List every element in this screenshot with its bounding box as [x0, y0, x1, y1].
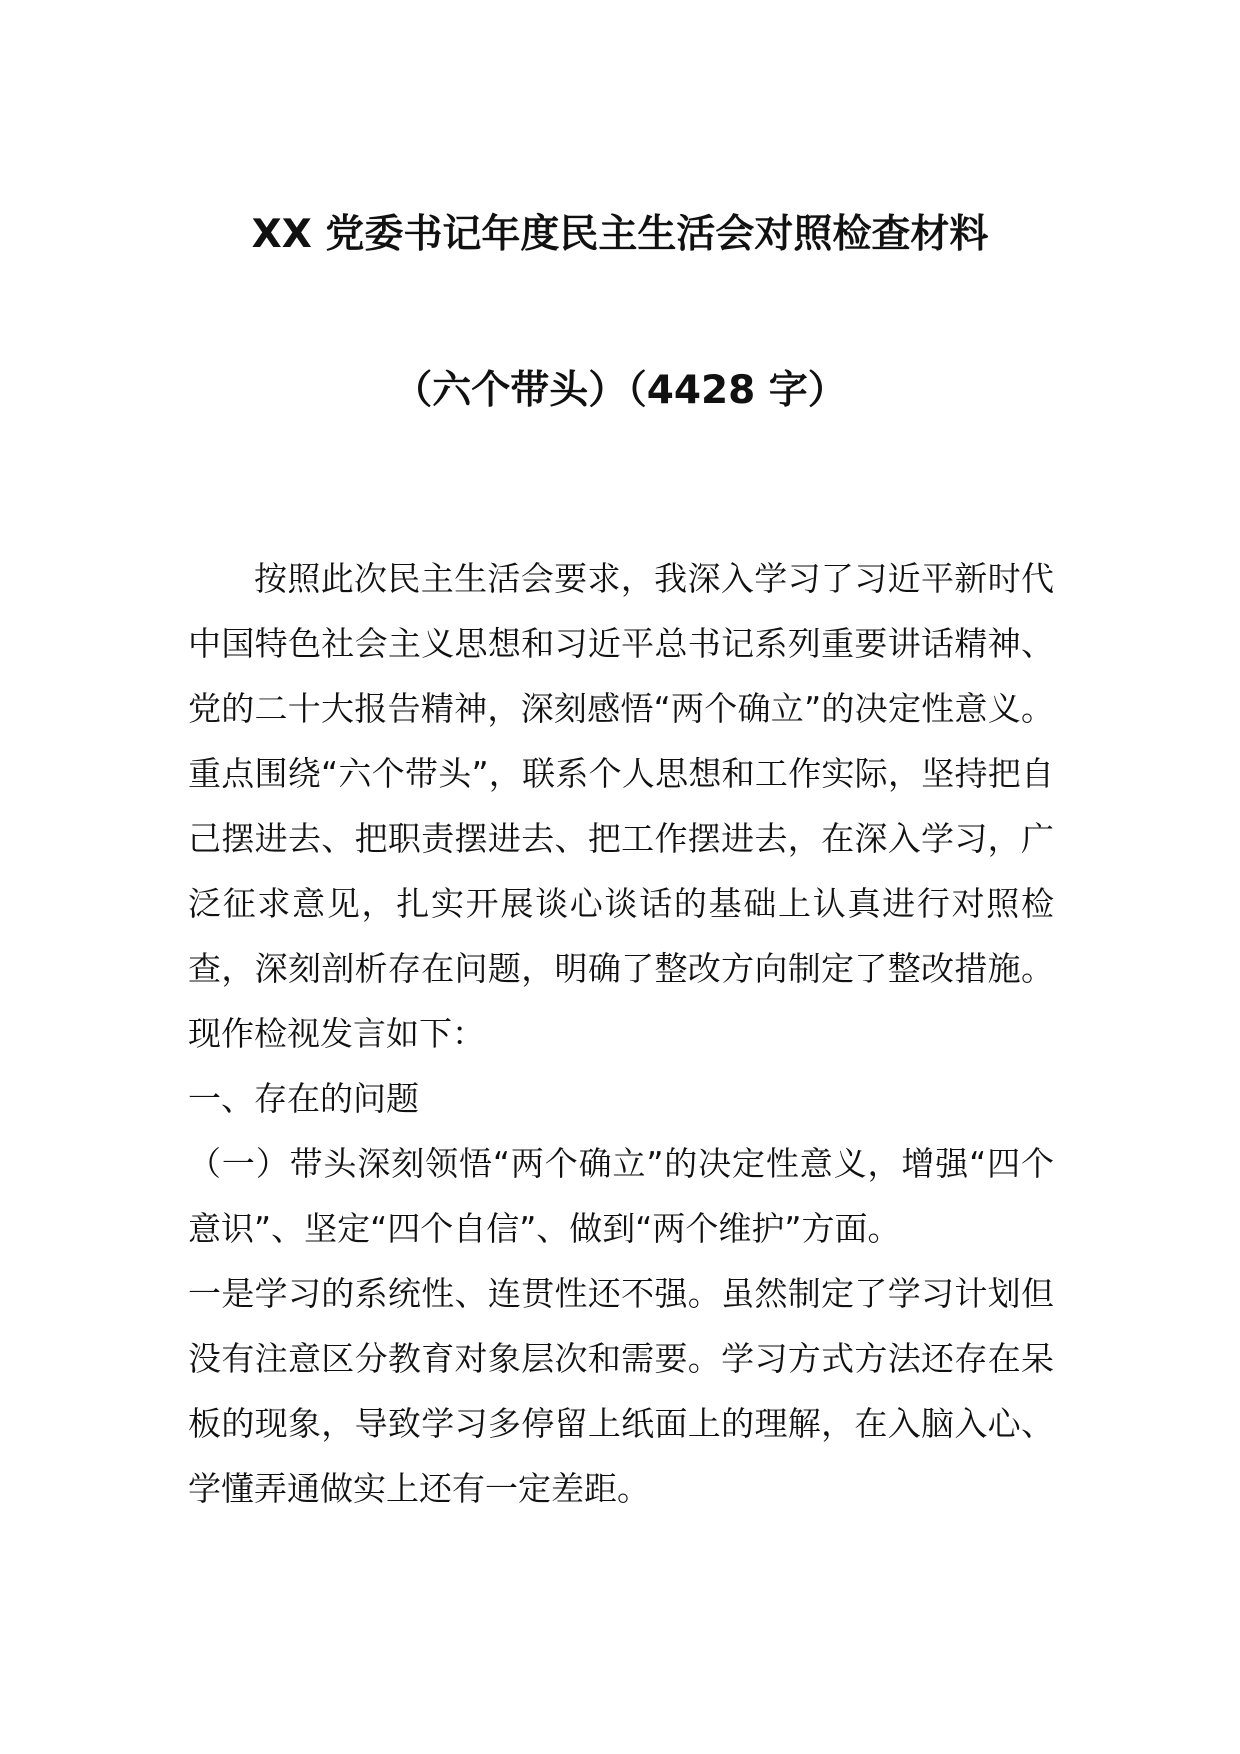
section-heading: 一、存在的问题 [188, 1079, 419, 1118]
subsection-heading: （一）带头深刻领悟“两个确立”的决定性意义，增强“四个意识”、坚定“四个自信”、做到“两个维护”方面。 [188, 1144, 1054, 1248]
document-title-line-1: XX 党委书记年度民主生活会对照检查材料 [251, 212, 989, 257]
document-title-line-2: （六个带头）（4428 字） [393, 368, 847, 413]
intro-paragraph: 按照此次民主生活会要求，我深入学习了习近平新时代中国特色社会主义思想和习近平总书记系列重要讲话精神、党的二十大报告精神，深刻感悟“两个确立”的决定性意义。重点围绕“六个带头”，联系个人思想和工作实际，坚持把自己摆进去、把职责摆进去、把工作摆进去，在深入学习，广泛征求意见，扎实开展谈心谈话的基础上认真进行对照检查，深刻剖析存在问题，明确了整改方向制定了整改措施。现作检视发言如下： [188, 559, 1054, 1053]
document-body [188, 546, 1054, 1521]
point-paragraph: 一是学习的系统性、连贯性还不强。虽然制定了学习计划但没有注意区分教育对象层次和需要。学习方式方法还存在呆板的现象，导致学习多停留上纸面上的理解，在入脑入心、学懂弄通做实上还有一定差距。 [188, 1274, 1054, 1508]
